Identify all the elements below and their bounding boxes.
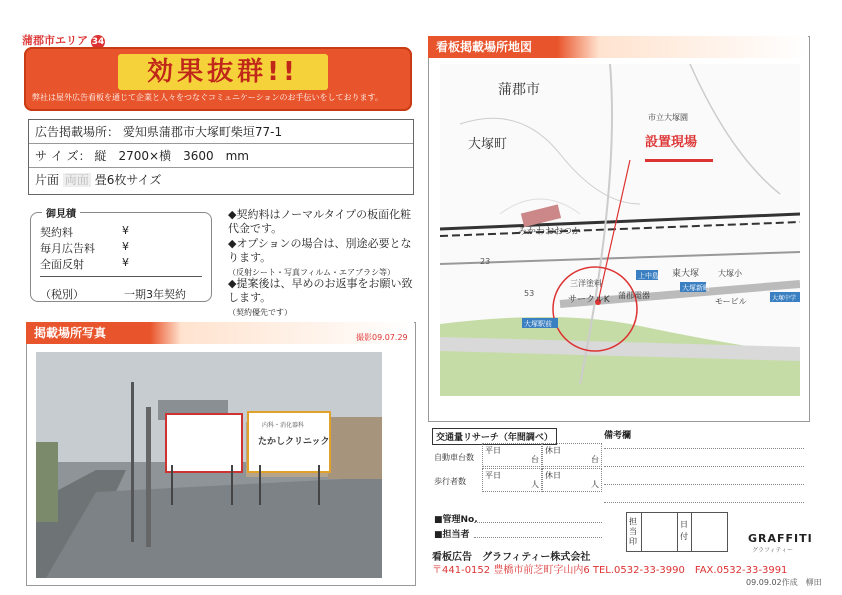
side-ghost-label: 両面 <box>64 173 89 187</box>
estimate-label: 全面反射 <box>40 258 84 271</box>
estimate-title: 御見積 <box>42 205 80 220</box>
estimate-value: ¥ <box>122 240 129 253</box>
map-title: 看板掲載場所地図 <box>436 40 533 54</box>
remarks-line <box>604 502 804 503</box>
size-label: サ イ ズ： <box>35 149 91 163</box>
remarks-line <box>604 466 804 467</box>
tax-label: （税別） <box>40 288 84 301</box>
manager-person-label: ■担当者 <box>434 530 470 540</box>
car-holiday-cell <box>542 443 602 467</box>
created-note: 09.09.02作成 柳田 <box>746 578 822 587</box>
map-num2: 53 <box>524 289 535 298</box>
weekday-label: 平日 <box>485 446 501 455</box>
note-option-detail: （反射シート・写真フィルム・エアブラシ等） <box>228 268 396 277</box>
map-hospital: 市立大塚園 <box>648 113 688 122</box>
side-label: 片面 <box>35 173 60 187</box>
slogan: 効果抜群!! <box>118 54 328 90</box>
map-circle-k: サークルK <box>568 295 610 305</box>
size-value: 縦 2700×横 3600 mm <box>94 149 249 163</box>
photo-date: 撮影09.07.29 <box>356 333 408 342</box>
car-unit: 台 <box>591 455 599 464</box>
estimate-label: 毎月広告料 <box>40 242 95 255</box>
location-value: 愛知県蒲郡市大塚町柴垣77-1 <box>122 125 283 139</box>
banner-subtitle: 弊社は屋外広告看板を通じて企業と人々をつなぐコミュニケーションのお手伝いをしております。 <box>32 93 383 102</box>
side-value: 畳6枚サイズ <box>94 173 162 187</box>
ped-holiday-cell <box>542 468 602 492</box>
map-site-label: 設置現場 <box>645 135 698 150</box>
location-map <box>440 64 800 396</box>
map-otsuka-jct: 大塚新町 <box>682 284 710 292</box>
map-image <box>440 64 800 396</box>
note-contract: ◆契約料はノーマルタイプの板面化粧代金です。 <box>228 208 412 235</box>
estimate-divider <box>40 276 202 277</box>
map-otsuka-center: 大塚中学 <box>772 295 797 302</box>
map-landmark: みかわおおつか <box>518 227 581 237</box>
remarks-line <box>604 448 804 449</box>
contract-term: 一期3年契約 <box>124 288 186 301</box>
map-east-otsuka: 東大塚 <box>672 269 700 279</box>
stamp-box <box>626 512 728 552</box>
photo-title: 掲載場所写真 <box>34 326 107 340</box>
company-name: 看板広告 グラフィティー株式会社 <box>432 552 591 563</box>
map-kamiya: 上中島 <box>638 272 659 280</box>
location-row <box>29 120 413 144</box>
area-tag-text: 蒲郡市エリア <box>22 34 88 47</box>
map-motel: モービル <box>715 297 747 306</box>
ped-unit: 人 <box>591 480 599 489</box>
location-label: 広告掲載場所： <box>35 125 120 139</box>
manager-person-line <box>474 537 602 538</box>
estimate-value: ¥ <box>122 224 129 237</box>
estimate-value: ¥ <box>122 256 129 269</box>
note-reply: ◆提案後は、早めのお返事をお願い致します。 <box>228 277 413 304</box>
holiday-label: 休日 <box>545 471 561 480</box>
remarks-title: 備考欄 <box>604 431 632 441</box>
stamp-tanto: 担当印 <box>629 517 637 546</box>
stamp-date: 日付 <box>680 520 688 541</box>
car-count-label: 自動車台数 <box>434 453 474 462</box>
weekday-label: 平日 <box>485 471 501 480</box>
map-gamagori: 蒲郡電器 <box>618 291 650 300</box>
note-reply-detail: （契約優先です） <box>228 308 292 317</box>
area-number-badge: 34 <box>91 37 105 47</box>
manager-no-line <box>474 522 602 523</box>
site-photo <box>36 352 382 578</box>
ped-unit: 人 <box>531 480 539 489</box>
traffic-title: 交通量リサーチ（年間調べ） <box>432 428 557 445</box>
clinic-sign-line1: 内科・消化器科 <box>262 422 305 429</box>
clinic-sign-name: たかしクリニック <box>258 437 330 447</box>
ped-weekday-cell <box>482 468 542 492</box>
info-box <box>28 119 414 195</box>
manager-no-label: ■管理No. <box>434 515 478 525</box>
graffiti-logo-sub: グラフィティー <box>752 547 794 554</box>
map-otsuka-school: 大塚小 <box>718 269 742 278</box>
map-town: 大塚町 <box>468 137 508 152</box>
size-row <box>29 144 413 168</box>
holiday-label: 休日 <box>545 446 561 455</box>
side-row <box>29 168 413 192</box>
graffiti-logo: GRAFFITI <box>748 532 813 545</box>
map-city: 蒲郡市 <box>498 82 540 98</box>
estimate-label: 契約料 <box>40 226 73 239</box>
car-weekday-cell <box>482 443 542 467</box>
pedestrian-label: 歩行者数 <box>434 477 466 486</box>
map-sanyo: 三洋塗料 <box>570 279 602 288</box>
map-station-jct: 大塚駅前 <box>524 320 552 328</box>
site-photo-image <box>36 352 382 578</box>
car-unit: 台 <box>531 455 539 464</box>
note-option: ◆オプションの場合は、別途必要となります。 <box>228 237 412 264</box>
map-num1: 23 <box>480 257 491 266</box>
remarks-line <box>604 484 804 485</box>
company-address: 〒441-0152 豊橋市前芝町字山内6 TEL.0532-33-3990 FAX.0532-33-3991 <box>432 565 788 576</box>
